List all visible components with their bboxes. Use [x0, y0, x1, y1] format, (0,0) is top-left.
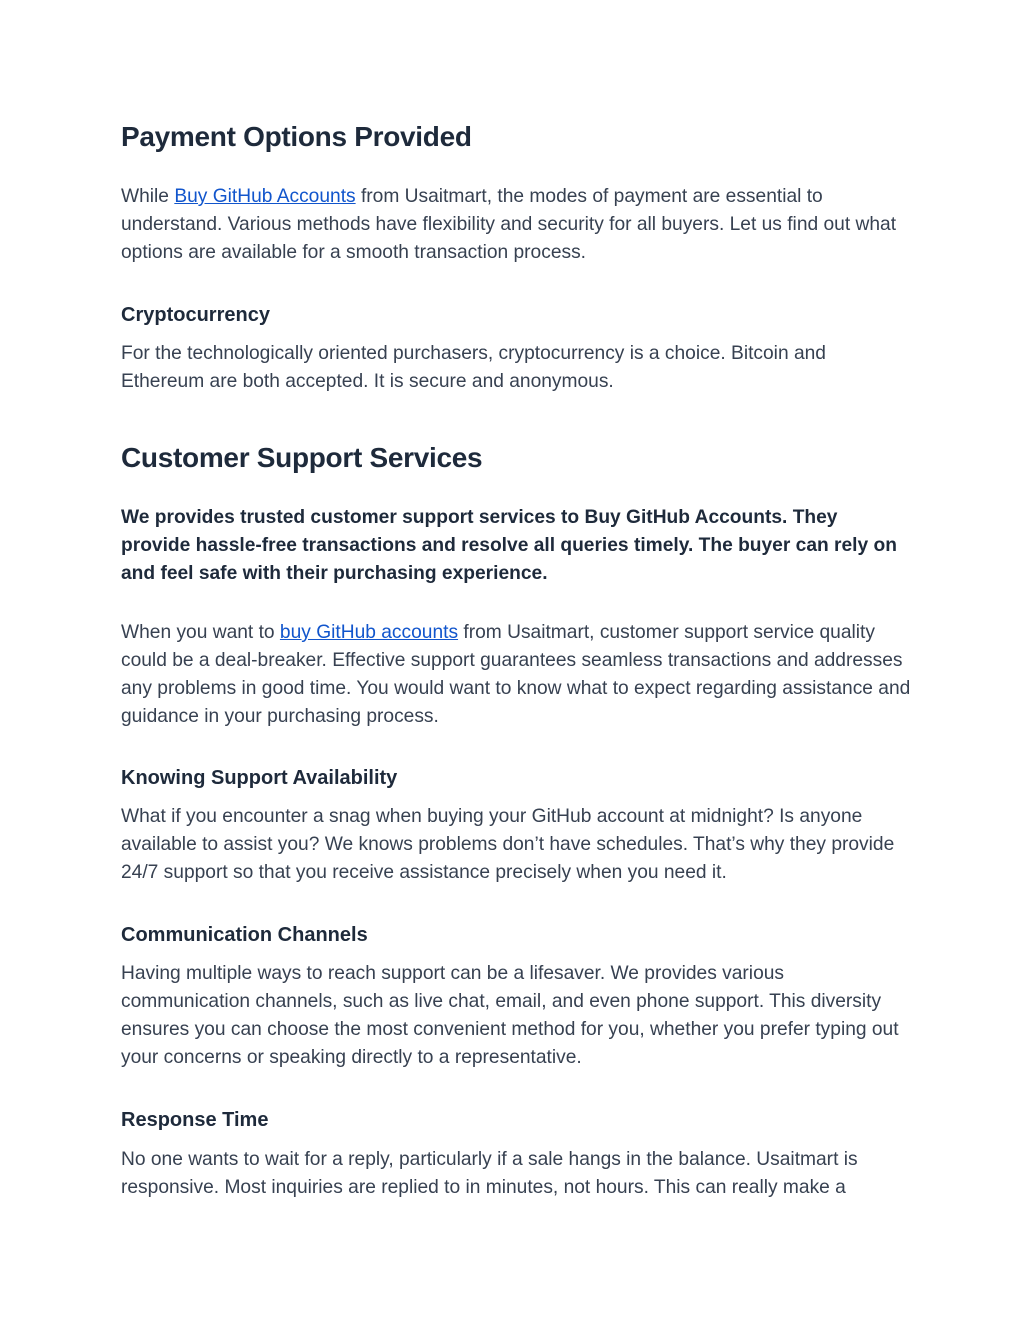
- heading-communication-channels: Communication Channels: [121, 924, 368, 946]
- heading-cryptocurrency: Cryptocurrency: [121, 304, 270, 326]
- support-availability-paragraph: What if you encounter a snag when buying your GitHub account at midnight? Is anyone available to assist you? We knows problems don’t have schedules. That’s why they provide 24/7 support so that you receive assistance precisely when you need it.: [121, 806, 895, 883]
- support-paragraph: [121, 619, 911, 731]
- heading-support-availability: Knowing Support Availability: [121, 767, 398, 789]
- heading-payment-options: Payment Options Provided: [121, 121, 472, 152]
- buy-github-accounts-link[interactable]: Buy GitHub Accounts: [174, 186, 356, 207]
- payment-intro-text-start: While: [121, 186, 175, 207]
- payment-intro-text-end: from Usaitmart, the modes of payment are essential to understand. Various methods have flexibility and security for all buyers. Let us find out what options are available for a smooth transaction process.: [121, 186, 897, 263]
- heading-customer-support: Customer Support Services: [121, 442, 483, 473]
- response-time-paragraph: No one wants to wait for a reply, particularly if a sale hangs in the balance. Usaitmart is responsive. Most inquiries are replied to in minutes, not hours. This can really make a: [121, 1149, 858, 1198]
- payment-intro-paragraph: [121, 183, 911, 267]
- heading-response-time: Response Time: [121, 1109, 269, 1131]
- cryptocurrency-paragraph: For the technologically oriented purchasers, cryptocurrency is a choice. Bitcoin and Ethereum are both accepted. It is secure and anonymous.: [121, 343, 826, 392]
- support-text-end: from Usaitmart, customer support service quality could be a deal-breaker. Effective support guarantees seamless transactions and addresses any problems in good time. You would want to know what to expect regarding assistance and guidance in your purchasing process.: [121, 622, 911, 727]
- buy-github-accounts-link-2[interactable]: buy GitHub accounts: [279, 622, 459, 643]
- support-text-start: When you want to: [121, 622, 280, 643]
- communication-channels-paragraph: Having multiple ways to reach support can be a lifesaver. We provides various communication channels, such as live chat, email, and even phone support. This diversity ensures you can choose the most convenient method for you, whether you prefer typing out your concerns or speaking directly to a representative.: [121, 963, 899, 1068]
- support-bold-intro: We provides trusted customer support services to Buy GitHub Accounts. They provide hassle-free transactions and resolve all queries timely. The buyer can rely on and feel safe with their purchasing experience.: [121, 507, 897, 584]
